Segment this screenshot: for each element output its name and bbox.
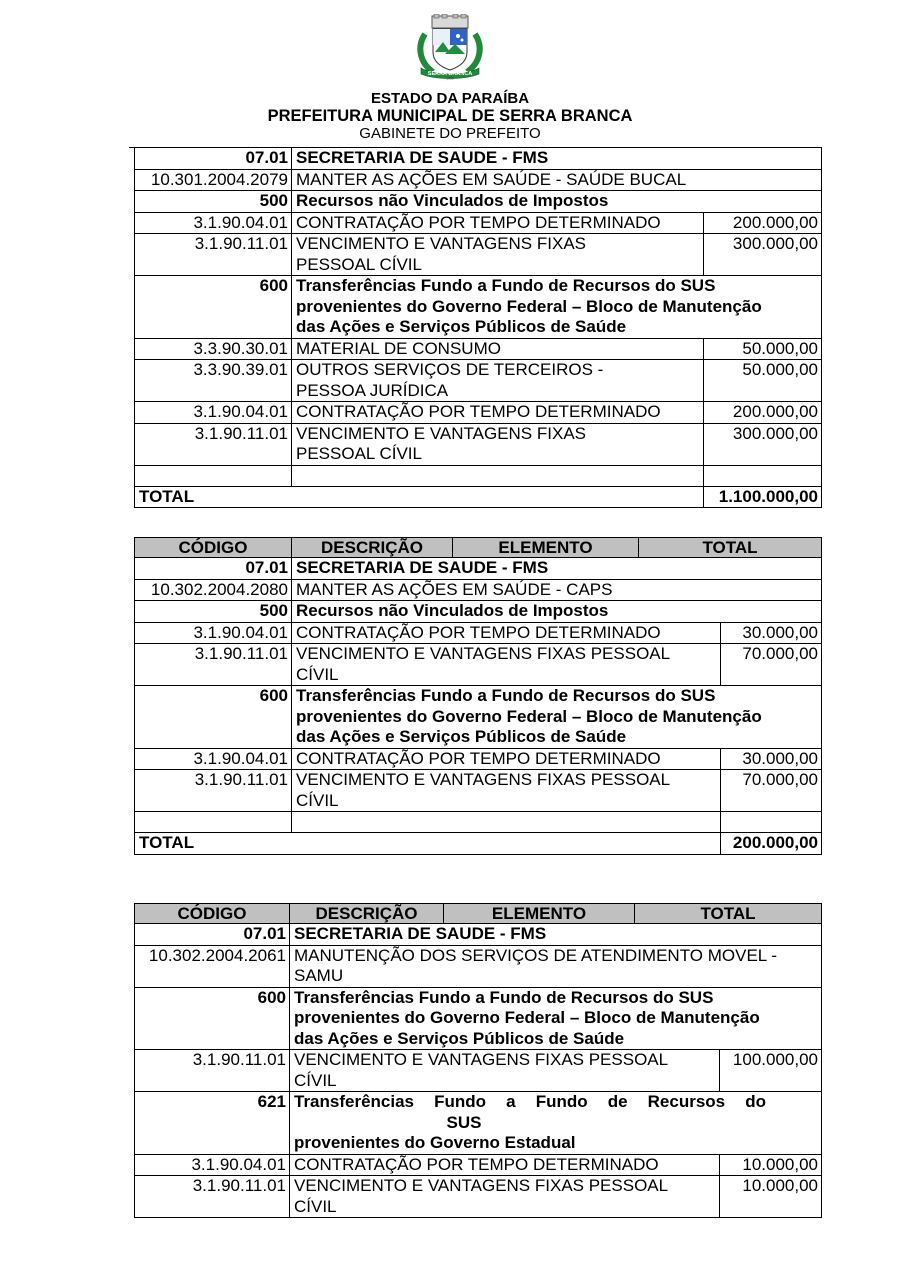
budget-table-samu xyxy=(134,903,822,1218)
element-description: VENCIMENTO E VANTAGENS FIXAS PESSOAL CÍVIL xyxy=(290,1176,720,1218)
table-row xyxy=(135,1154,822,1176)
element-code: 3.1.90.04.01 xyxy=(135,1154,290,1176)
element-description: VENCIMENTO E VANTAGENS FIXAS PESSOAL CÍVIL xyxy=(292,423,704,465)
element-code: 3.1.90.11.01 xyxy=(135,1176,290,1218)
col-header-descricao: DESCRIÇÃO xyxy=(290,904,444,924)
table-row xyxy=(135,770,822,812)
element-description: VENCIMENTO E VANTAGENS FIXAS PESSOAL CÍVIL xyxy=(292,234,704,276)
element-description: CONTRATAÇÃO POR TEMPO DETERMINADO xyxy=(292,212,704,234)
source-name-line1: Transferências Fundo a Fundo de Recursos do xyxy=(294,1092,766,1111)
total-row xyxy=(135,833,822,855)
element-description: CONTRATAÇÃO POR TEMPO DETERMINADO xyxy=(292,402,704,424)
table-row xyxy=(135,148,822,170)
municipal-crest-logo xyxy=(415,14,485,80)
total-value: 200.000,00 xyxy=(721,833,822,855)
table-row xyxy=(135,1050,822,1092)
unit-code: 07.01 xyxy=(135,558,292,580)
element-description: MATERIAL DE CONSUMO xyxy=(292,338,704,360)
element-description: VENCIMENTO E VANTAGENS FIXAS PESSOAL CÍVIL xyxy=(290,1050,720,1092)
source-name: Transferências Fundo a Fundo de Recursos do SUS provenientes do Governo Federal – Bloco de Manutenção das Ações e Serviços Públicos de Saúde xyxy=(290,987,822,1050)
table-row xyxy=(135,360,822,402)
table-row xyxy=(135,987,822,1050)
element-value: 50.000,00 xyxy=(704,338,822,360)
table-row xyxy=(135,644,822,686)
table-row xyxy=(135,601,822,623)
source-code: 600 xyxy=(135,686,292,749)
table-row xyxy=(135,558,822,580)
source-code: 600 xyxy=(135,276,292,339)
unit-name: SECRETARIA DE SAUDE - FMS xyxy=(292,148,822,170)
element-code: 3.1.90.04.01 xyxy=(135,622,292,644)
element-value: 200.000,00 xyxy=(704,212,822,234)
table-row xyxy=(135,748,822,770)
element-value: 10.000,00 xyxy=(720,1154,822,1176)
table-row xyxy=(135,402,822,424)
unit-name: SECRETARIA DE SAUDE - FMS xyxy=(292,558,822,580)
action-name: MANTER AS AÇÕES EM SAÚDE - SAÚDE BUCAL xyxy=(292,169,822,191)
col-header-codigo: CÓDIGO xyxy=(135,538,292,558)
office-name: GABINETE DO PREFEITO xyxy=(359,125,541,142)
source-code: 600 xyxy=(135,987,290,1050)
element-description: OUTROS SERVIÇOS DE TERCEIROS - PESSOA JURÍDICA xyxy=(292,360,704,402)
source-code: 621 xyxy=(135,1092,290,1155)
element-code: 3.1.90.11.01 xyxy=(135,234,292,276)
total-row xyxy=(135,486,822,508)
budget-table-caps xyxy=(134,537,822,855)
element-value: 100.000,00 xyxy=(720,1050,822,1092)
element-value: 50.000,00 xyxy=(704,360,822,402)
col-header-elemento: ELEMENTO xyxy=(444,904,635,924)
total-value: 1.100.000,00 xyxy=(704,486,822,508)
document-header xyxy=(0,14,900,142)
source-name: Transferências Fundo a Fundo de Recursos do SUS provenientes do Governo Estadual xyxy=(290,1092,822,1155)
element-value: 70.000,00 xyxy=(721,644,822,686)
budget-table-saude-bucal xyxy=(134,147,822,508)
element-value: 10.000,00 xyxy=(720,1176,822,1218)
table-row xyxy=(135,423,822,465)
col-header-codigo: CÓDIGO xyxy=(135,904,290,924)
table-row xyxy=(135,338,822,360)
action-name: MANTER AS AÇÕES EM SAÚDE - CAPS xyxy=(292,579,822,601)
element-value: 300.000,00 xyxy=(704,234,822,276)
action-code: 10.302.2004.2080 xyxy=(135,579,292,601)
crest-ribbon-text: SERRA BRANCA xyxy=(427,71,473,77)
source-name: Recursos não Vinculados de Impostos xyxy=(292,601,822,623)
empty-row xyxy=(135,465,822,486)
element-value: 300.000,00 xyxy=(704,423,822,465)
element-value: 200.000,00 xyxy=(704,402,822,424)
element-code: 3.1.90.04.01 xyxy=(135,748,292,770)
table-row xyxy=(135,579,822,601)
table-row xyxy=(135,234,822,276)
source-code: 500 xyxy=(135,191,292,213)
element-value: 30.000,00 xyxy=(721,622,822,644)
element-code: 3.3.90.30.01 xyxy=(135,338,292,360)
action-name: MANUTENÇÃO DOS SERVIÇOS DE ATENDIMENTO MOVEL - SAMU xyxy=(290,945,822,987)
element-value: 30.000,00 xyxy=(721,748,822,770)
unit-code: 07.01 xyxy=(135,924,290,946)
table-header-row xyxy=(135,904,822,924)
element-code: 3.1.90.04.01 xyxy=(135,402,292,424)
total-label: TOTAL xyxy=(135,486,704,508)
table-row xyxy=(135,924,822,946)
empty-row xyxy=(135,812,822,833)
table-row xyxy=(135,212,822,234)
element-description: VENCIMENTO E VANTAGENS FIXAS PESSOAL CÍVIL xyxy=(292,770,721,812)
element-code: 3.1.90.11.01 xyxy=(135,770,292,812)
table-row xyxy=(135,945,822,987)
total-label: TOTAL xyxy=(135,833,721,855)
action-code: 10.301.2004.2079 xyxy=(135,169,292,191)
table-row xyxy=(135,622,822,644)
action-code: 10.302.2004.2061 xyxy=(135,945,290,987)
element-code: 3.1.90.11.01 xyxy=(135,423,292,465)
element-code: 3.1.90.04.01 xyxy=(135,212,292,234)
col-header-total: TOTAL xyxy=(635,904,822,924)
col-header-descricao: DESCRIÇÃO xyxy=(292,538,453,558)
table-row xyxy=(135,686,822,749)
state-name: ESTADO DA PARAÍBA xyxy=(370,90,530,107)
element-description: CONTRATAÇÃO POR TEMPO DETERMINADO xyxy=(292,748,721,770)
unit-code: 07.01 xyxy=(135,148,292,170)
element-code: 3.3.90.39.01 xyxy=(135,360,292,402)
col-header-total: TOTAL xyxy=(639,538,822,558)
unit-name: SECRETARIA DE SAUDE - FMS xyxy=(290,924,822,946)
table-row xyxy=(135,1176,822,1218)
col-header-elemento: ELEMENTO xyxy=(453,538,639,558)
table-header-row xyxy=(135,538,822,558)
crest-year-text: 1959 xyxy=(446,76,454,80)
element-code: 3.1.90.11.01 xyxy=(135,644,292,686)
source-code: 500 xyxy=(135,601,292,623)
table-row xyxy=(135,1092,822,1155)
source-name: Transferências Fundo a Fundo de Recursos do SUS provenientes do Governo Federal – Bloco de Manutenção das Ações e Serviços Públicos de Saúde xyxy=(292,276,822,339)
element-description: VENCIMENTO E VANTAGENS FIXAS PESSOAL CÍVIL xyxy=(292,644,721,686)
element-value: 70.000,00 xyxy=(721,770,822,812)
source-name: Transferências Fundo a Fundo de Recursos do SUS provenientes do Governo Federal – Bloco de Manutenção das Ações e Serviços Públicos de Saúde xyxy=(292,686,822,749)
table-row xyxy=(135,191,822,213)
source-name: Recursos não Vinculados de Impostos xyxy=(292,191,822,213)
element-description: CONTRATAÇÃO POR TEMPO DETERMINADO xyxy=(290,1154,720,1176)
element-code: 3.1.90.11.01 xyxy=(135,1050,290,1092)
table-row xyxy=(135,276,822,339)
municipality-name: PREFEITURA MUNICIPAL DE SERRA BRANCA xyxy=(267,107,633,125)
element-description: CONTRATAÇÃO POR TEMPO DETERMINADO xyxy=(292,622,721,644)
table-row xyxy=(135,169,822,191)
